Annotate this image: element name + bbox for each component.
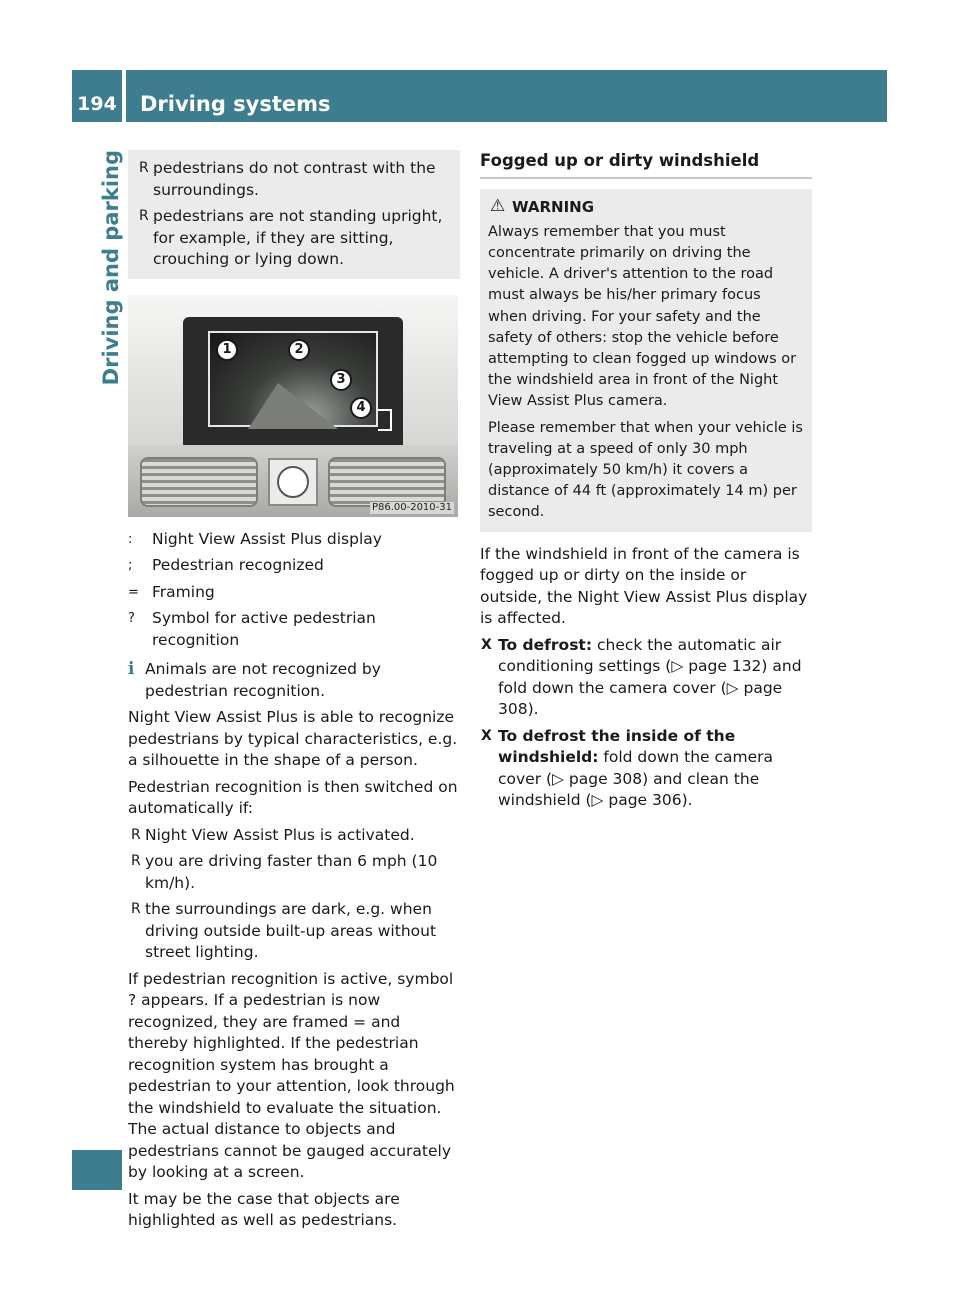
callout-2: 2	[288, 339, 310, 361]
bullet-mark: R	[131, 826, 141, 843]
figure-pedestrian-frame	[378, 409, 392, 431]
side-tab-label: Driving and parking	[99, 150, 123, 386]
header-separator	[122, 70, 126, 122]
list-item-text: you are driving faster than 6 mph (10 km/h).	[145, 852, 438, 892]
legend-number: ;	[128, 558, 133, 573]
figure-left-vent	[140, 457, 258, 507]
clock-face-icon	[277, 466, 309, 498]
list-item	[128, 851, 460, 894]
figure-clock	[268, 458, 318, 506]
legend-text: Pedestrian recognized	[152, 556, 324, 574]
continued-bullets-box	[128, 150, 460, 279]
side-tab-block	[72, 1150, 122, 1190]
figure-legend	[128, 529, 460, 652]
figure-road	[248, 383, 338, 429]
bullet-mark: R	[131, 901, 141, 917]
legend-text: Symbol for active pedestrian recognition	[152, 609, 376, 649]
callout-3: 3	[330, 369, 352, 391]
bullet-mark: R	[139, 208, 149, 224]
legend-item	[128, 582, 460, 604]
right-column	[480, 150, 812, 817]
paragraph: Pedestrian recognition is then switched on automatically if:	[128, 777, 458, 817]
list-item-text: pedestrians are not standing upright, for example, if they are sitting, crouching or lying down.	[153, 207, 443, 268]
figure-code: P86.00-2010-31	[371, 501, 452, 513]
info-text: Animals are not recognized by pedestrian recognition.	[145, 660, 381, 700]
step-label: To defrost:	[498, 635, 593, 654]
night-view-figure	[128, 295, 458, 517]
warning-title-text: WARNING	[512, 197, 595, 216]
legend-number: =	[128, 584, 139, 600]
legend-item	[128, 529, 460, 551]
legend-text: Framing	[152, 582, 215, 601]
warning-text: Please remember that when your vehicle is traveling at a speed of only 30 mph (approximately 50 km/h) it covers a distance of 44 ft (approximately 14 m) per second.	[488, 419, 803, 521]
list-item-text: Night View Assist Plus is activated.	[145, 825, 415, 844]
bullet-mark: R	[139, 160, 149, 176]
paragraph: If pedestrian recognition is active, symbol ? appears. If a pedestrian is now recognized, they are framed = and thereby highlighted. If the pedestrian recognition system has brought a pedestrian to your attention, look through the windshield to evaluate the situation. The actual distance to objects and pedestrians cannot be gauged accurately by looking at a screen.	[128, 969, 455, 1181]
callout-1: 1	[216, 339, 238, 361]
list-item	[128, 825, 460, 847]
left-column	[128, 150, 460, 1237]
list-item-text: the surroundings are dark, e.g. when driving outside built-up areas without street lighting.	[145, 900, 437, 961]
legend-item	[128, 555, 460, 577]
step-text: fold down the camera cover (▷ page 308) and clean the windshield (▷ page 306).	[498, 748, 774, 810]
callout-4: 4	[350, 397, 372, 419]
list-item-text: pedestrians do not contrast with the surroundings.	[153, 159, 436, 199]
list-item	[128, 899, 460, 964]
bullet-mark: R	[131, 853, 141, 869]
info-note	[128, 659, 460, 702]
warning-box	[480, 189, 812, 532]
info-icon: i	[128, 659, 135, 679]
list-item	[136, 158, 452, 201]
instruction-step	[480, 635, 812, 721]
legend-text: Night View Assist Plus display	[152, 529, 382, 548]
paragraph: If the windshield in front of the camera is fogged up or dirty on the inside or outside, the Night View Assist Plus display is affected.	[480, 544, 808, 628]
list-item	[136, 206, 452, 271]
paragraph: It may be the case that objects are highlighted as well as pedestrians.	[128, 1189, 400, 1229]
running-title: Driving systems	[140, 92, 331, 116]
section-heading: Fogged up or dirty windshield	[480, 150, 812, 179]
warning-triangle-icon: ⚠	[490, 195, 506, 216]
warning-title	[488, 197, 804, 218]
paragraph: Night View Assist Plus is able to recognize pedestrians by typical characteristics, e.g. a silhouette in the shape of a person.	[128, 708, 458, 769]
instruction-step	[480, 726, 812, 812]
legend-item	[128, 608, 460, 651]
step-text: check the automatic air conditioning settings (▷ page 132) and fold down the camera cover (▷ page 308).	[498, 635, 802, 719]
legend-number: ?	[128, 611, 135, 626]
page-number: 194	[77, 93, 117, 115]
warning-text: Always remember that you must concentrate primarily on driving the vehicle. A driver's attention to the road must always be his/her primary focus when driving. For your safety and the safety of others: stop the vehicle before attempting to clean fogged up windows or the windshield area in front of the Night View Assist Plus camera.	[488, 223, 797, 410]
figure-right-vent	[328, 457, 446, 507]
step-label: To defrost the inside of the windshield:	[498, 726, 736, 767]
step-mark: X	[481, 727, 492, 744]
legend-number: :	[128, 531, 133, 547]
step-mark: X	[481, 636, 492, 653]
